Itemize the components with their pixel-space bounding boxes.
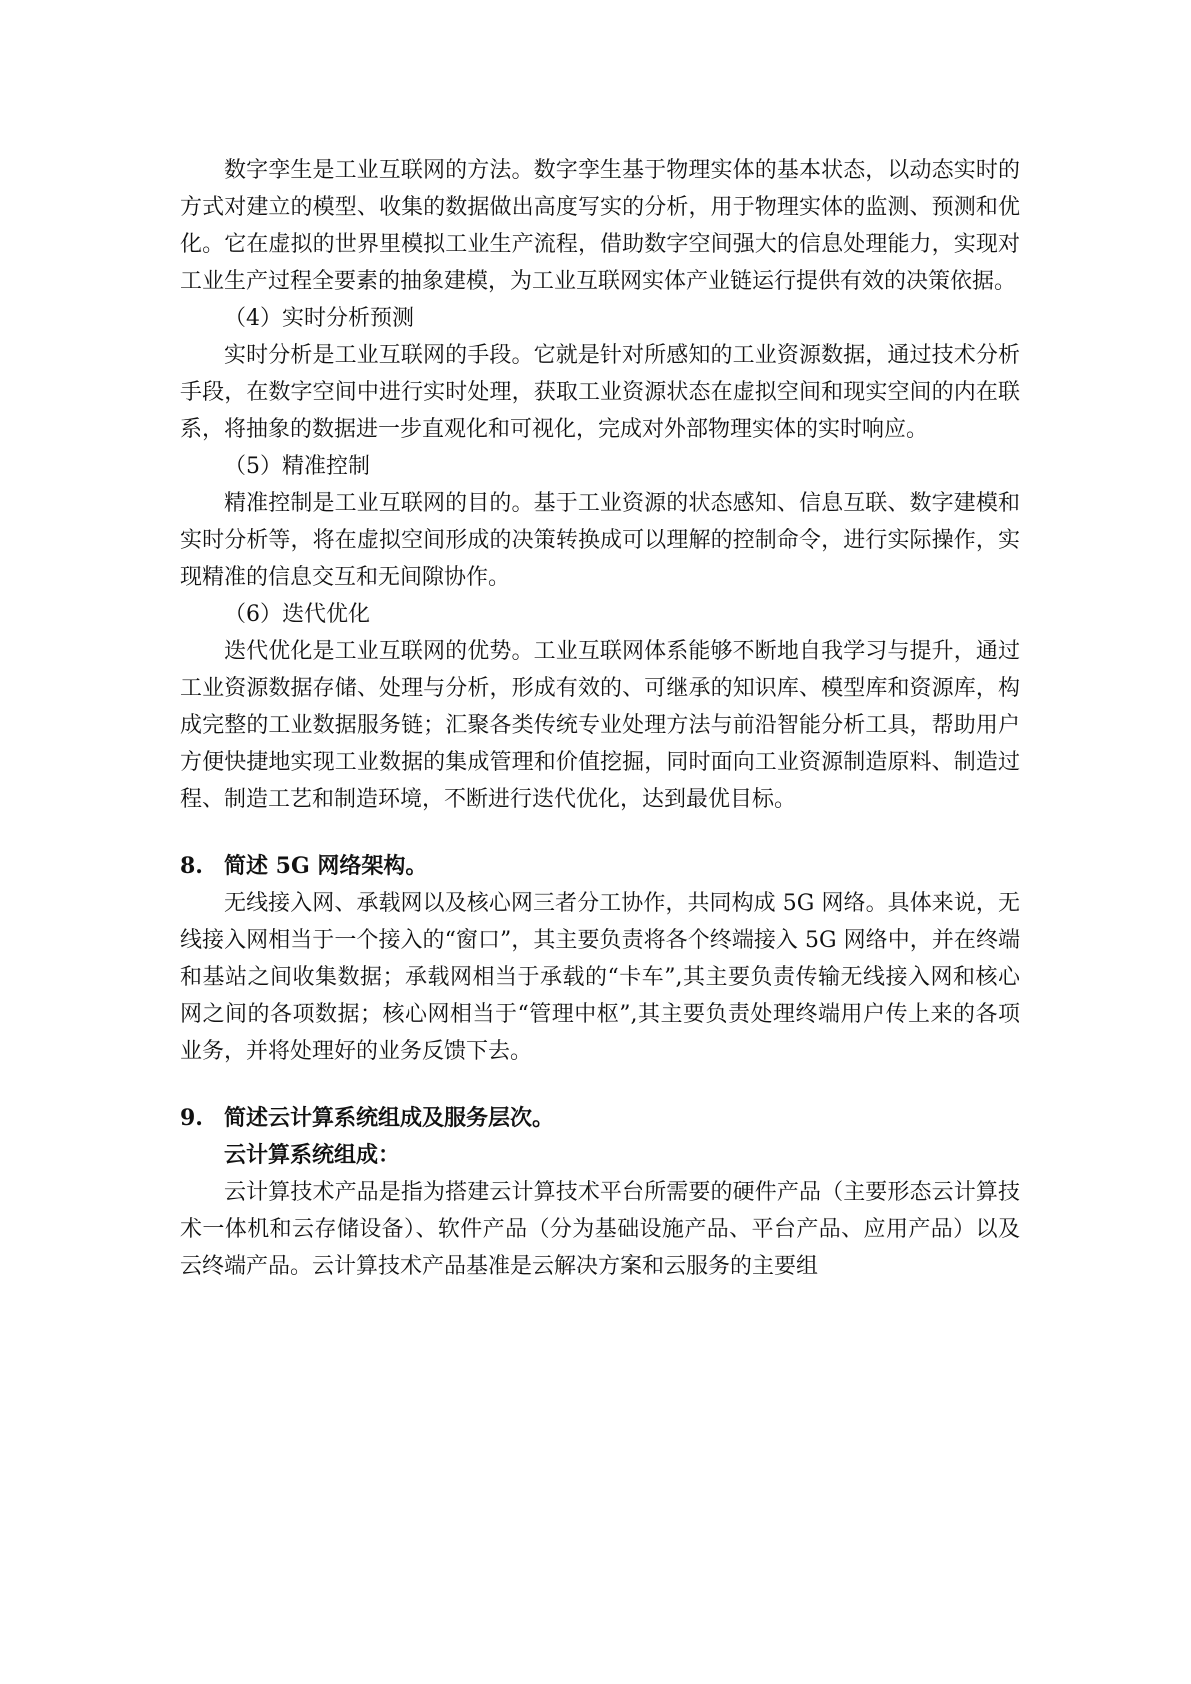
digital-twin-paragraph: 数字孪生是工业互联网的方法。数字孪生基于物理实体的基本状态，以动态实时的方式对建立的模型、收集的数据做出高度写实的分析，用于物理实体的监测、预测和优化。它在虚拟的世界里模拟工业生产流程，借助数字空间强大的信息处理能力，实现对工业生产过程全要素的抽象建模，为工业互联网实体产业链运行提供有效的决策依据。 xyxy=(180,158,1020,294)
question-9-title: 简述云计算系统组成及服务层次。 xyxy=(224,1105,555,1131)
realtime-analysis-paragraph: 实时分析是工业互联网的手段。它就是针对所感知的工业资源数据，通过技术分析手段，在数字空间中进行实时处理，获取工业资源状态在虚拟空间和现实空间的内在联系，将抽象的数据进一步直观化和可视化，完成对外部物理实体的实时响应。 xyxy=(180,343,1020,442)
question-8-title: 简述 5G 网络架构。 xyxy=(224,853,428,879)
section-gap xyxy=(180,818,1020,848)
item-5-title: （5）精准控制 xyxy=(224,454,370,479)
item-6-title: （6）迭代优化 xyxy=(224,602,370,627)
section-gap xyxy=(180,1070,1020,1100)
question-8-heading xyxy=(180,848,1020,885)
question-8-answer: 无线接入网、承载网以及核心网三者分工协作，共同构成 5G 网络。具体来说，无线接入网相当于一个接入的“窗口”，其主要负责将各个终端接入 5G 网络中，并在终端和基站之间收集数据；承载网相当于承载的“卡车”,其主要负责传输无线接入网和核心网之间的各项数据；核心网相当于“管理中枢”,其主要负责处理终端用户传上来的各项业务，并将处理好的业务反馈下去。 xyxy=(180,891,1020,1064)
question-9-number: 9. xyxy=(180,1105,203,1131)
precise-control-paragraph: 精准控制是工业互联网的目的。基于工业资源的状态感知、信息互联、数字建模和实时分析等，将在虚拟空间形成的决策转换成可以理解的控制命令，进行实际操作，实现精准的信息交互和无间隙协作。 xyxy=(180,491,1020,590)
question-9-subheading: 云计算系统组成： xyxy=(224,1142,401,1168)
question-9-answer: 云计算技术产品是指为搭建云计算技术平台所需要的硬件产品（主要形态云计算技术一体机和云存储设备）、软件产品（分为基础设施产品、平台产品、应用产品）以及云终端产品。云计算技术产品基准是云解决方案和云服务的主要组 xyxy=(180,1180,1020,1279)
page-content xyxy=(180,152,1020,1285)
iterative-optimization-paragraph: 迭代优化是工业互联网的优势。工业互联网体系能够不断地自我学习与提升，通过工业资源数据存储、处理与分析，形成有效的、可继承的知识库、模型库和资源库，构成完整的工业数据服务链；汇聚各类传统专业处理方法与前沿智能分析工具，帮助用户方便快捷地实现工业数据的集成管理和价值挖掘，同时面向工业资源制造原料、制造过程、制造工艺和制造环境，不断进行迭代优化，达到最优目标。 xyxy=(180,639,1020,812)
question-9-heading xyxy=(180,1100,1020,1137)
item-4-title: （4）实时分析预测 xyxy=(224,306,414,331)
question-8-number: 8. xyxy=(180,853,203,879)
